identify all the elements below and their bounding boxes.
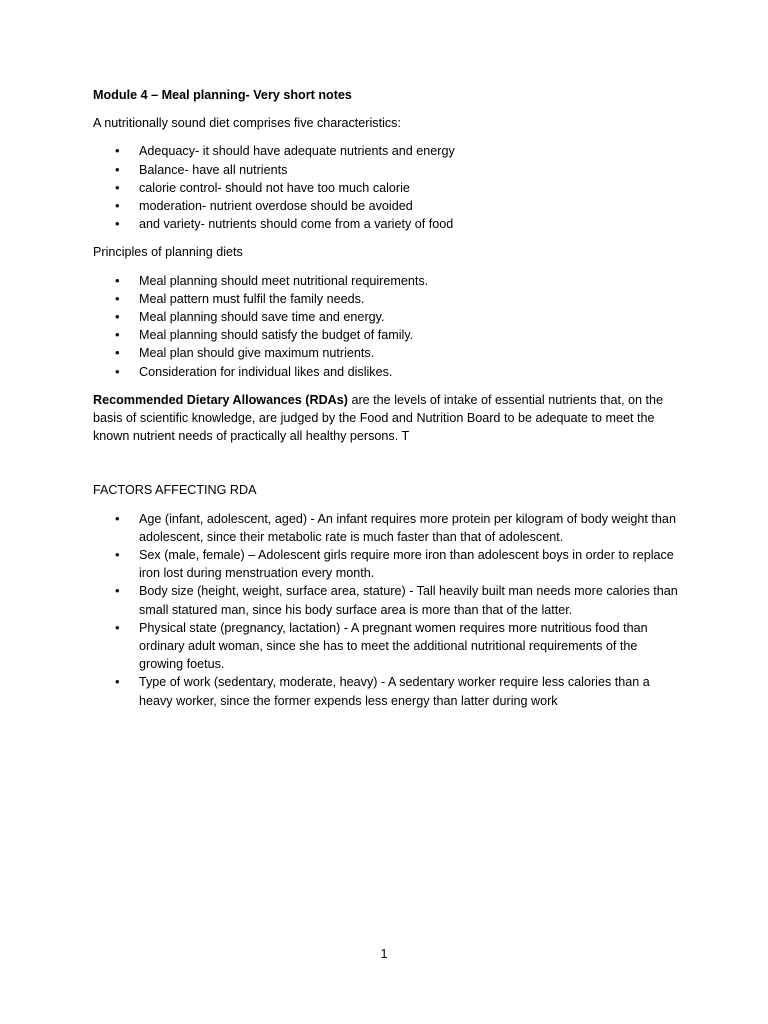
list-item: • Balance- have all nutrients	[93, 161, 683, 179]
list-item: • Meal planning should meet nutritional requirements.	[93, 272, 683, 290]
intro-paragraph: A nutritionally sound diet comprises five characteristics:	[93, 116, 401, 131]
characteristics-list	[93, 142, 683, 233]
principles-list	[93, 272, 683, 381]
list-item: • Consideration for individual likes and dislikes.	[93, 363, 683, 381]
document-body	[93, 86, 683, 720]
list-item: • and variety- nutrients should come from a variety of food	[93, 215, 683, 233]
page-number: 1	[380, 947, 388, 961]
spacer	[93, 455, 683, 481]
list-item: • Sex (male, female) – Adolescent girls require more iron than adolescent boys in order to replace iron lost during menstruation every month.	[93, 546, 683, 582]
list-item: • Physical state (pregnancy, lactation) - A pregnant women requires more nutritious food than ordinary adult woman, since she has to meet the additional nutritional requirements of the growing foetus.	[93, 619, 683, 674]
list-item: • Meal planning should save time and energy.	[93, 308, 683, 326]
rda-paragraph	[93, 391, 683, 446]
principles-heading: Principles of planning diets	[93, 245, 243, 260]
factors-list	[93, 510, 683, 710]
list-item: • calorie control- should not have too much calorie	[93, 179, 683, 197]
list-item: • Age (infant, adolescent, aged) - An infant requires more protein per kilogram of body weight than adolescent, since their metabolic rate is much faster than that of adolescent.	[93, 510, 683, 546]
list-item: • moderation- nutrient overdose should be avoided	[93, 197, 683, 215]
document-title: Module 4 – Meal planning- Very short notes	[93, 88, 352, 102]
list-item: • Meal planning should satisfy the budget of family.	[93, 326, 683, 344]
list-item: • Body size (height, weight, surface area, stature) - Tall heavily built man needs more calories than small statured man, since his body surface area is more than that of the latter.	[93, 582, 683, 618]
factors-heading: FACTORS AFFECTING RDA	[93, 483, 257, 498]
rda-term: Recommended Dietary Allowances (RDAs)	[93, 392, 348, 407]
list-item: • Type of work (sedentary, moderate, heavy) - A sedentary worker require less calories than a heavy worker, since the former expends less energy than latter during work	[93, 673, 683, 709]
list-item: • Meal pattern must fulfil the family needs.	[93, 290, 683, 308]
list-item: • Adequacy- it should have adequate nutrients and energy	[93, 142, 683, 160]
list-item: • Meal plan should give maximum nutrients.	[93, 344, 683, 362]
rda-definition: are the levels of intake of essential nutrients that, on the basis of scientific knowledge, are judged by the Food and Nutrition Board to be adequate to meet the known nutrient needs of practically all healthy persons. T	[93, 392, 664, 444]
